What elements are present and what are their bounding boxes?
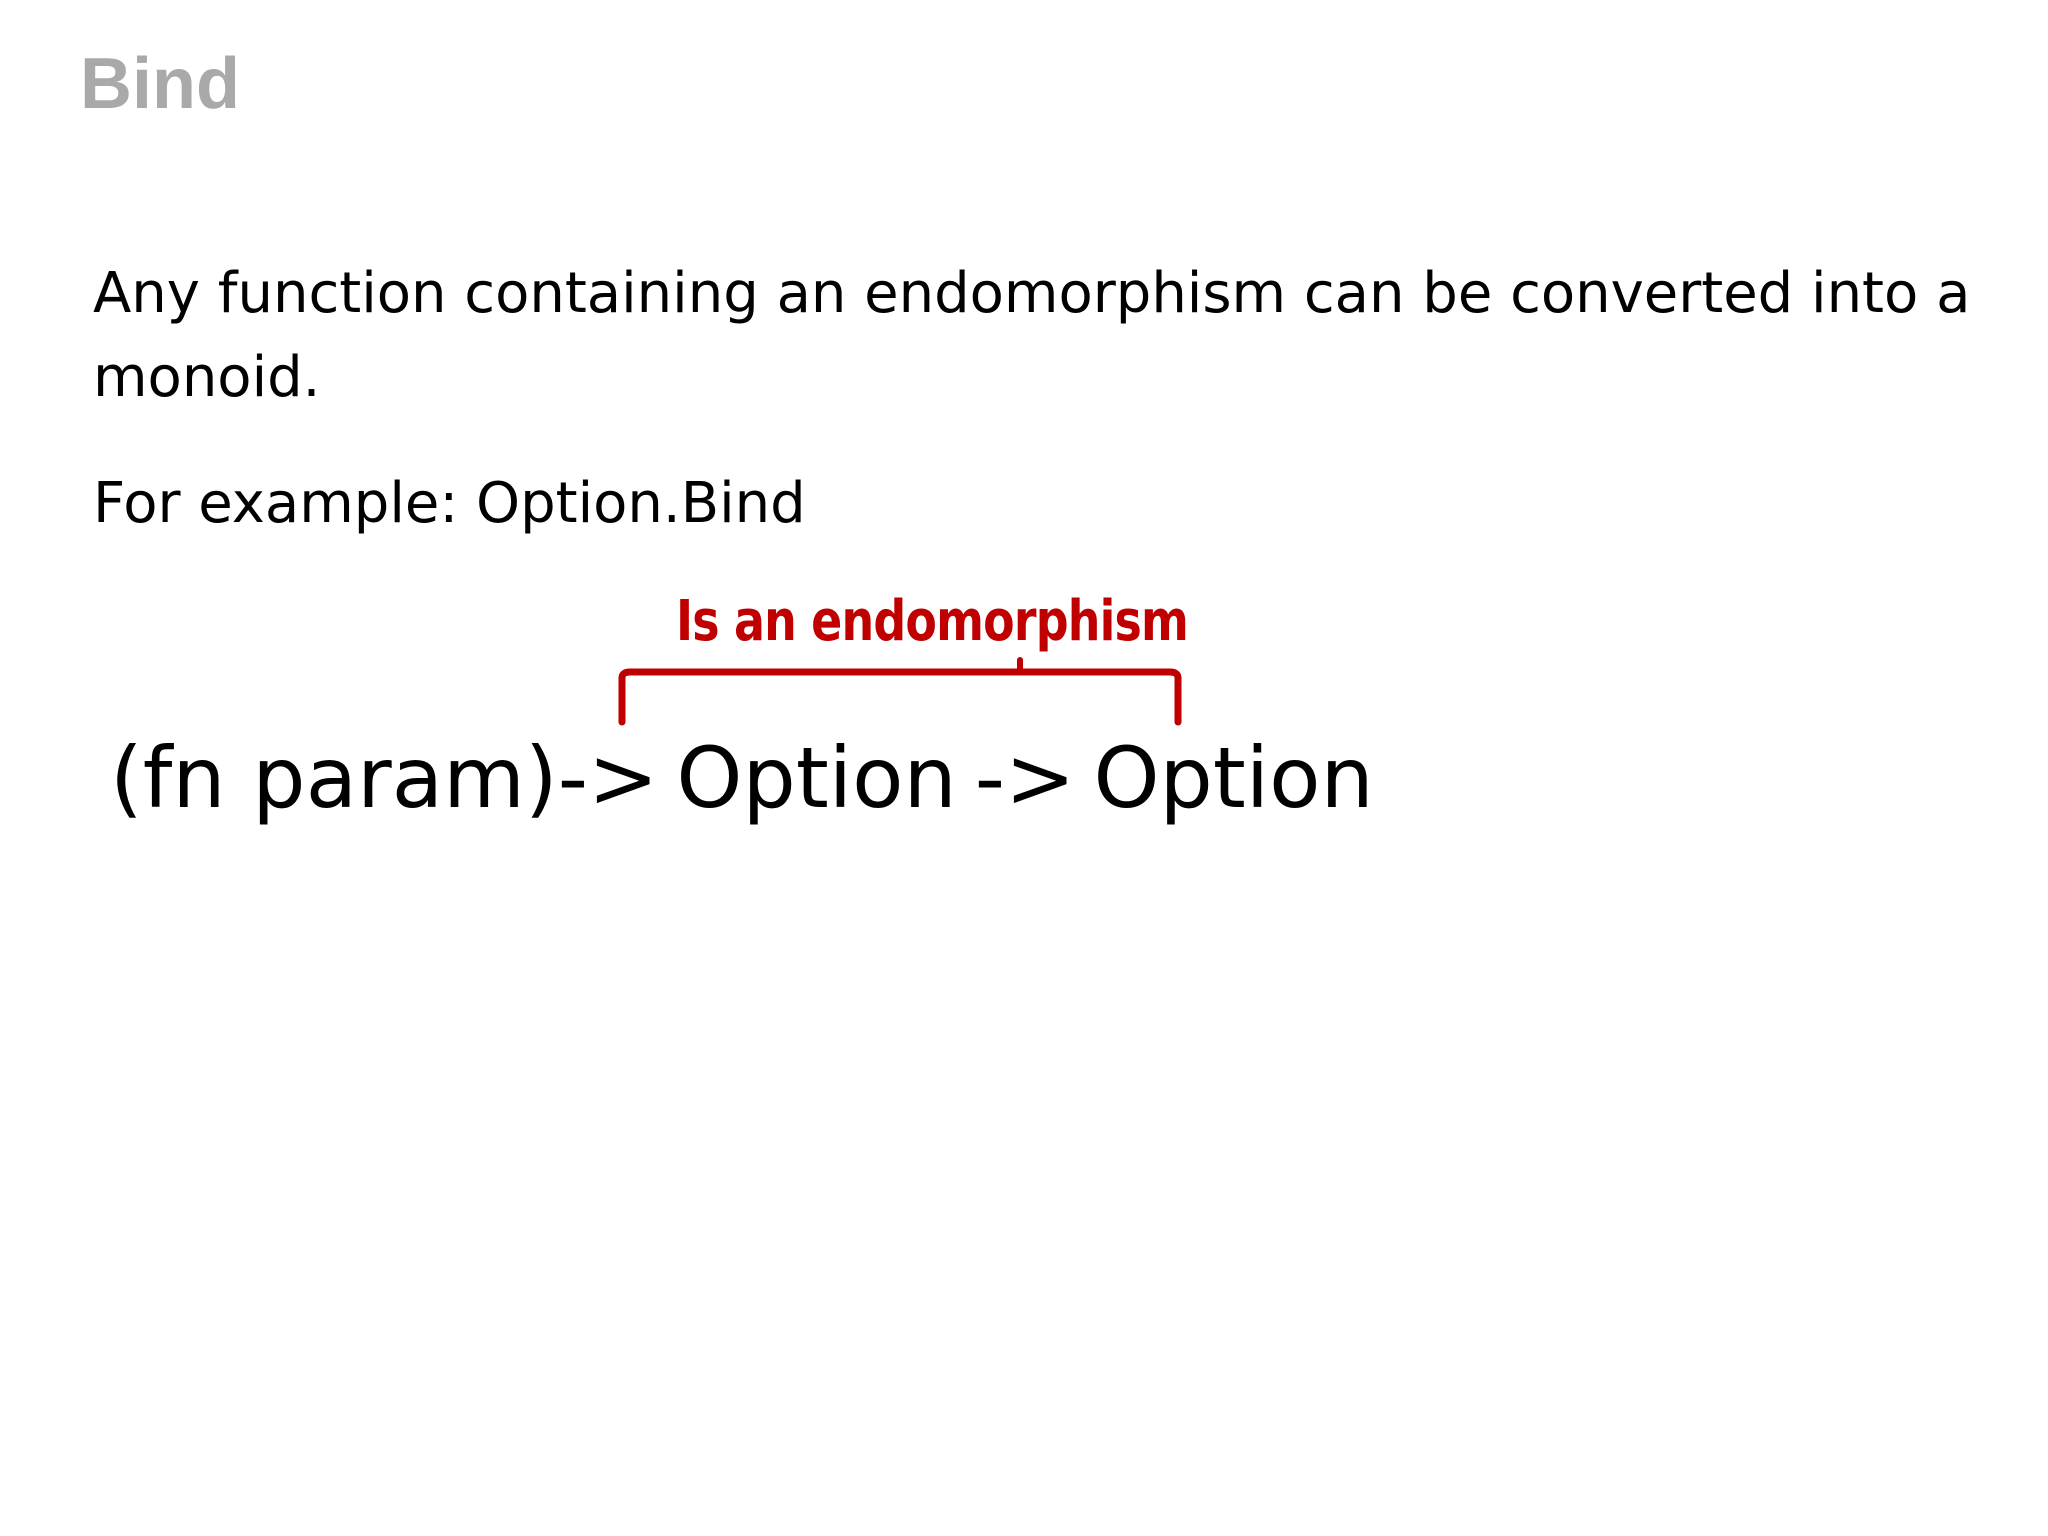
slide-title: Bind — [80, 44, 240, 124]
bracket-shape — [622, 672, 1178, 722]
signature-arrow-2: -> — [974, 729, 1076, 827]
function-signature — [110, 726, 1374, 830]
signature-arrow-1: -> — [557, 729, 659, 827]
paragraph-example: For example: Option.Bind — [93, 471, 806, 536]
signature-option-2: Option — [1093, 729, 1374, 827]
signature-option-1: Option — [676, 729, 957, 827]
annotation-label: Is an endomorphism — [676, 589, 1189, 654]
signature-fn-param: (fn param) — [110, 729, 558, 827]
paragraph-statement: Any function containing an endomorphism can be converted into a monoid. — [93, 261, 1971, 410]
